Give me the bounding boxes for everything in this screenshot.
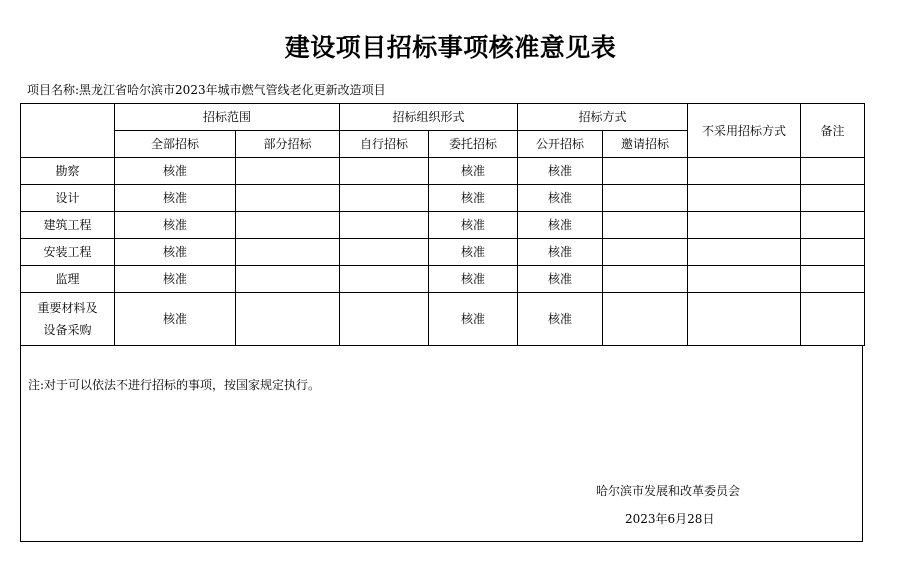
subheader-entrusted: 委托招标 <box>429 131 518 158</box>
table-cell <box>801 185 865 212</box>
table-cell: 核准 <box>518 158 603 185</box>
row-label: 安装工程 <box>21 239 115 266</box>
table-cell <box>801 158 865 185</box>
table-cell <box>688 239 801 266</box>
table-cell: 核准 <box>115 239 236 266</box>
header-remarks: 备注 <box>801 104 865 158</box>
table-cell: 核准 <box>429 239 518 266</box>
header-organization: 招标组织形式 <box>340 104 518 131</box>
table-cell: 核准 <box>429 293 518 346</box>
table-cell: 核准 <box>429 266 518 293</box>
table-cell: 核准 <box>429 158 518 185</box>
table-cell: 核准 <box>115 185 236 212</box>
table-cell <box>236 185 340 212</box>
table-cell <box>236 239 340 266</box>
table-cell: 核准 <box>115 266 236 293</box>
table-cell: 核准 <box>518 293 603 346</box>
table-row <box>21 158 865 185</box>
table-cell: 核准 <box>115 293 236 346</box>
table-row <box>21 266 865 293</box>
issue-date: 2023年6月28日 <box>625 512 715 526</box>
table-cell: 核准 <box>429 212 518 239</box>
table-cell <box>603 185 688 212</box>
table-cell <box>801 266 865 293</box>
table-cell <box>801 212 865 239</box>
table-cell <box>603 266 688 293</box>
subheader-invited: 邀请招标 <box>603 131 688 158</box>
table-cell <box>236 266 340 293</box>
row-label: 监理 <box>21 266 115 293</box>
corner-cell <box>21 104 115 158</box>
table-row <box>21 185 865 212</box>
table-cell: 核准 <box>518 185 603 212</box>
table-cell <box>688 266 801 293</box>
table-cell <box>340 185 429 212</box>
table-cell <box>603 293 688 346</box>
row-label <box>21 293 115 346</box>
note-text: 注:对于可以依法不进行招标的事项，按国家规定执行。 <box>28 378 321 392</box>
table-row <box>21 293 865 346</box>
table-cell <box>801 239 865 266</box>
row-label-line-2: 设备采购 <box>43 323 92 337</box>
table-cell <box>236 158 340 185</box>
approval-table <box>20 103 865 346</box>
table-cell <box>340 293 429 346</box>
table-row <box>21 212 865 239</box>
table-cell <box>340 239 429 266</box>
table-cell <box>688 185 801 212</box>
table-cell <box>688 212 801 239</box>
table-cell <box>340 212 429 239</box>
table-cell <box>340 266 429 293</box>
header-no-tender: 不采用招标方式 <box>688 104 801 158</box>
header-row-1 <box>21 104 865 131</box>
note-section <box>20 345 863 542</box>
table-cell: 核准 <box>518 212 603 239</box>
table-row <box>21 239 865 266</box>
table-cell: 核准 <box>518 239 603 266</box>
row-label: 建筑工程 <box>21 212 115 239</box>
row-label: 设计 <box>21 185 115 212</box>
header-method: 招标方式 <box>518 104 688 131</box>
table-cell <box>340 158 429 185</box>
subheader-self: 自行招标 <box>340 131 429 158</box>
table-cell <box>688 293 801 346</box>
table-cell: 核准 <box>115 158 236 185</box>
table-cell <box>236 212 340 239</box>
table-cell <box>603 212 688 239</box>
subheader-partial: 部分招标 <box>236 131 340 158</box>
subheader-open: 公开招标 <box>518 131 603 158</box>
table-cell: 核准 <box>429 185 518 212</box>
document-title: 建设项目招标事项核准意见表 <box>284 33 617 62</box>
table-cell: 核准 <box>518 266 603 293</box>
subheader-full: 全部招标 <box>115 131 236 158</box>
table-cell <box>603 239 688 266</box>
issuing-authority: 哈尔滨市发展和改革委员会 <box>596 484 741 498</box>
table-cell <box>603 158 688 185</box>
table-cell <box>801 293 865 346</box>
table-cell: 核准 <box>115 212 236 239</box>
project-name: 项目名称:黑龙江省哈尔滨市2023年城市燃气管线老化更新改造项目 <box>27 83 386 97</box>
row-label: 勘察 <box>21 158 115 185</box>
table-cell <box>688 158 801 185</box>
row-label-line-1: 重要材料及 <box>37 301 98 315</box>
header-scope: 招标范围 <box>115 104 340 131</box>
table-cell <box>236 293 340 346</box>
